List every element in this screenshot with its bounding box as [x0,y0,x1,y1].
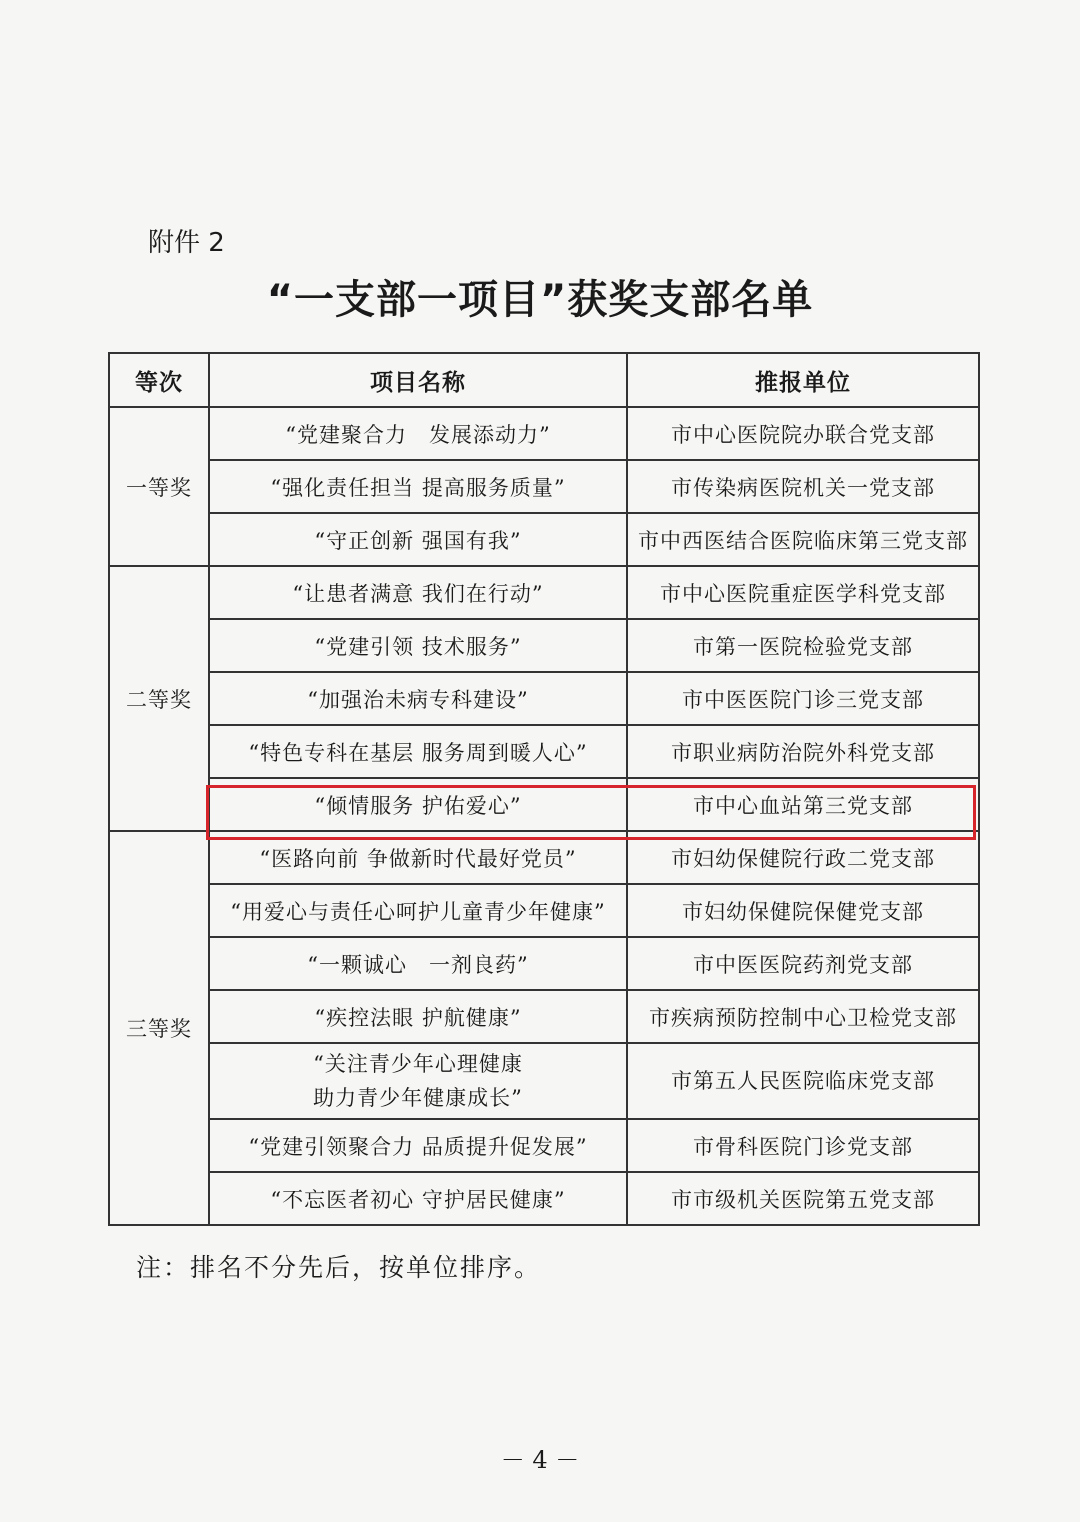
table-row [109,1043,979,1119]
table-row-highlighted [109,778,979,831]
table-row [109,990,979,1043]
table-row [109,513,979,566]
project-cell: “党建引领 技术服务” [209,619,627,672]
table-row [109,937,979,990]
project-cell-two-line [209,1043,627,1119]
project-cell: “加强治未病专科建设” [209,672,627,725]
project-line-1: “关注青少年心理健康 [313,1052,523,1076]
rank-cell-third: 三等奖 [109,831,209,1225]
unit-cell: 市中心医院重症医学科党支部 [627,566,979,619]
project-cell: “强化责任担当 提高服务质量” [209,460,627,513]
unit-cell: 市传染病医院机关一党支部 [627,460,979,513]
unit-cell: 市中心血站第三党支部 [627,778,979,831]
project-cell: “特色专科在基层 服务周到暖人心” [209,725,627,778]
project-cell: “让患者满意 我们在行动” [209,566,627,619]
header-project: 项目名称 [209,353,627,407]
unit-cell: 市中西医结合医院临床第三党支部 [627,513,979,566]
unit-cell: 市疾病预防控制中心卫检党支部 [627,990,979,1043]
table-row [109,1119,979,1172]
unit-cell: 市中医医院门诊三党支部 [627,672,979,725]
attachment-label: 附件 2 [148,228,225,258]
header-rank: 等次 [109,353,209,407]
table-row [109,725,979,778]
rank-cell-second: 二等奖 [109,566,209,831]
unit-cell: 市中心医院院办联合党支部 [627,407,979,460]
unit-cell: 市市级机关医院第五党支部 [627,1172,979,1225]
table-row [109,1172,979,1225]
project-cell: “一颗诚心 一剂良药” [209,937,627,990]
project-cell: “不忘医者初心 守护居民健康” [209,1172,627,1225]
unit-cell: 市中医医院药剂党支部 [627,937,979,990]
table-row [109,672,979,725]
rank-cell-first: 一等奖 [109,407,209,566]
award-table [108,352,980,1226]
project-cell: “用爱心与责任心呵护儿童青少年健康” [209,884,627,937]
unit-cell: 市第一医院检验党支部 [627,619,979,672]
unit-cell: 市骨科医院门诊党支部 [627,1119,979,1172]
project-cell: “倾情服务 护佑爱心” [209,778,627,831]
project-cell: “医路向前 争做新时代最好党员” [209,831,627,884]
footnote: 注：排名不分先后，按单位排序。 [136,1253,542,1282]
project-cell: “党建聚合力 发展添动力” [209,407,627,460]
project-cell: “党建引领聚合力 品质提升促发展” [209,1119,627,1172]
table-row [109,460,979,513]
unit-cell: 市第五人民医院临床党支部 [627,1043,979,1119]
project-cell: “疾控法眼 护航健康” [209,990,627,1043]
table-row [109,407,979,460]
unit-cell: 市职业病防治院外科党支部 [627,725,979,778]
table-row [109,566,979,619]
page-number: － 4 － [500,1446,580,1474]
page-title: “一支部一项目”获奖支部名单 [266,277,814,323]
table-header-row [109,353,979,407]
table-row [109,619,979,672]
unit-cell: 市妇幼保健院行政二党支部 [627,831,979,884]
table-row [109,884,979,937]
unit-cell: 市妇幼保健院保健党支部 [627,884,979,937]
project-line-2: 助力青少年健康成长” [313,1086,523,1110]
table-row [109,831,979,884]
project-cell: “守正创新 强国有我” [209,513,627,566]
header-unit: 推报单位 [627,353,979,407]
